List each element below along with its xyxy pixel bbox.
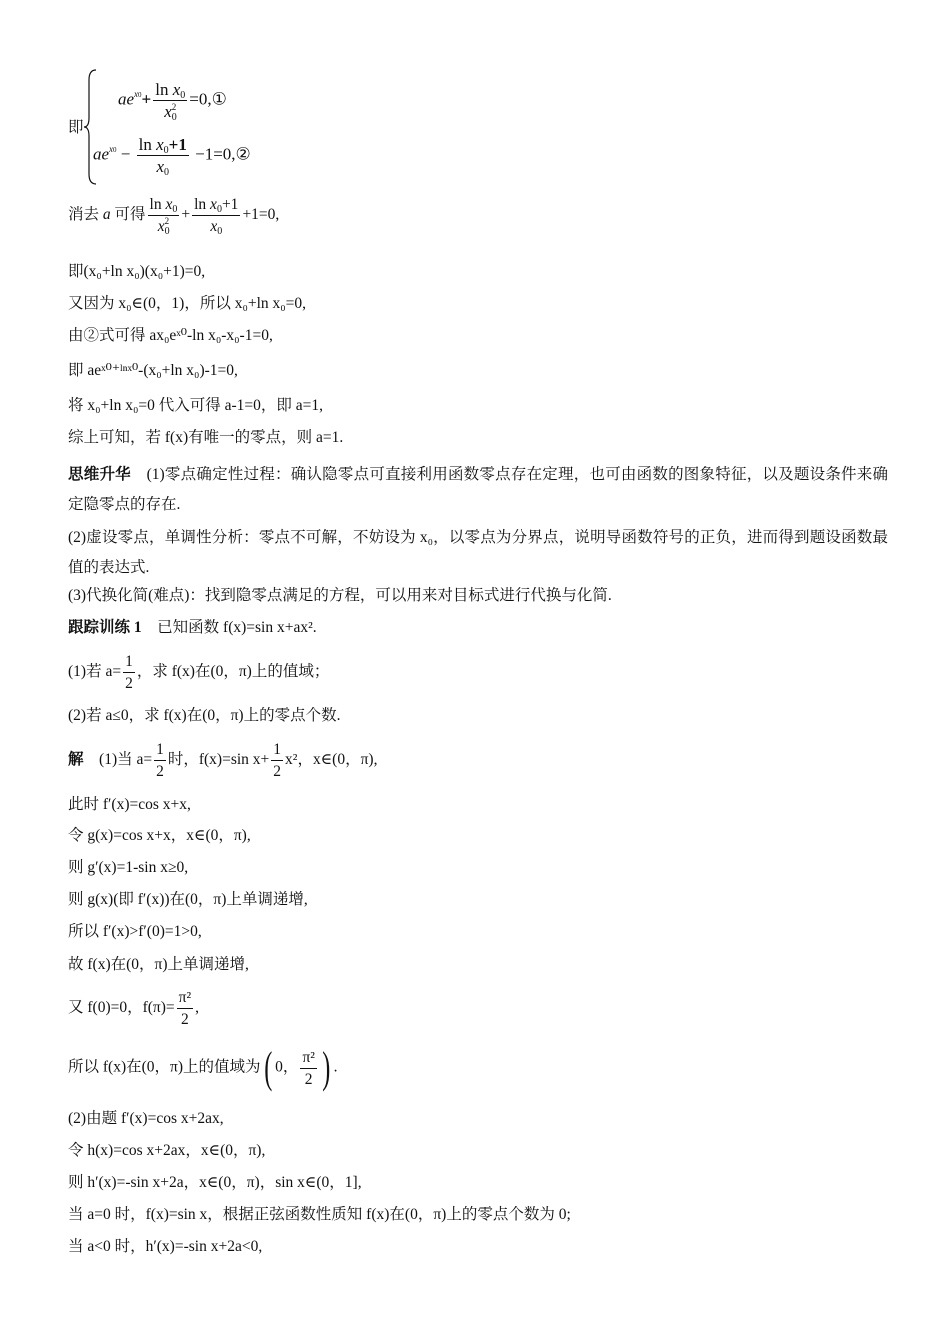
exercise-stem: 跟踪训练 1 已知函数 f(x)=sin x+ax².: [68, 619, 317, 636]
summary-p3: (3)代换化简(难点)：找到隐零点满足的方程，可以用来对目标式进行代换与化简.: [68, 587, 612, 604]
fraction: $\frac{\ln x_0}{x_0^2}$: [155, 80, 186, 123]
right-paren-icon: ): [322, 1043, 331, 1092]
exercise-q1: (1)若 a= $\frac{1}{2}$ ，求 f(x)在(0，π)上的值域；: [68, 653, 330, 692]
solution-line: 则 g′(x)=1-sin x≥0,: [68, 859, 189, 876]
eliminate-line: 消去 a 可得 $\frac{\ln x_0}{x_0^2}$ + $\frac{\ln x_0+1}{x_0}$ +1=0,: [68, 196, 280, 237]
exercise-title: 跟踪训练 1: [68, 619, 142, 636]
text-line: 即 aeˣ⁰⁺ˡⁿˣ⁰-(x₀+ln x₀)-1=0,: [68, 362, 238, 379]
solution-label: 解: [68, 751, 84, 769]
solution-line: 此时 f′(x)=cos x+x,: [68, 796, 191, 813]
solution-line: 令 g(x)=cos x+x，x∈(0，π),: [68, 827, 251, 844]
exercise-q2: (2)若 a≤0，求 f(x)在(0，π)上的零点个数.: [68, 707, 341, 724]
ji-label: 即: [68, 119, 84, 136]
solution-s9: 所以 f(x)在(0，π)上的值域为( 0， $\frac{\text{π²}}{2}$ ) .: [68, 1043, 338, 1092]
summary-p2: (2)虚设零点，单调性分析：零点不可解，不妨设为 x₀，以零点为分界点，说明导函数符号的正负，进而得到题设函数最值的表达式.: [68, 529, 888, 576]
solution-s8: 又 f(0)=0，f(π)= $\frac{\text{π²}}{2}$ ,: [68, 989, 200, 1028]
solution-line: 当 a=0 时，f(x)=sin x，根据正弦函数性质知 f(x)在(0，π)上的零点个数为 0;: [68, 1206, 571, 1223]
fraction: $\frac{\ln x_0+1}{x_0}$: [138, 135, 187, 178]
solution-line: 令 h(x)=cos x+2ax，x∈(0，π),: [68, 1142, 266, 1159]
solution-line: 则 h′(x)=-sin x+2a，x∈(0，π)，sin x∈(0，1],: [68, 1174, 362, 1191]
text-line: 将 x₀+ln x₀=0 代入可得 a-1=0，即 a=1,: [68, 397, 324, 414]
text-line: 又因为 x₀∈(0，1)，所以 x₀+ln x₀=0,: [68, 295, 307, 312]
solution-line: 故 f(x)在(0，π)上单调递增,: [68, 956, 249, 973]
solution-s1: 解 (1)当 a= $\frac{1}{2}$ 时，f(x)=sin x+ $\frac{1}{2}$ x²，x∈(0，π),: [68, 741, 378, 780]
solution-line: 则 g(x)(即 f′(x))在(0，π)上单调递增,: [68, 891, 308, 908]
left-paren-icon: (: [263, 1043, 272, 1092]
summary-title: 思维升华: [68, 466, 131, 483]
text-line: 即(x₀+ln x₀)(x₀+1)=0,: [68, 263, 206, 280]
solution-line: 当 a<0 时，h′(x)=-sin x+2a<0,: [68, 1238, 263, 1255]
text-line: 综上可知，若 f(x)有唯一的零点，则 a=1.: [68, 429, 344, 446]
summary-p1: 思维升华 (1)零点确定性过程：确认隐零点可直接利用函数零点存在定理，也可由函数的图象特征，以及题设条件来确定隐零点的存在.: [68, 466, 888, 513]
solution-line: 所以 f′(x)>f′(0)=1>0,: [68, 923, 202, 940]
equation-1: $ae^{x0}+$ $\frac{\ln x_0}{x_0^2}$ =0,①: [118, 80, 227, 123]
text-line: 由②式可得 ax₀eˣ⁰-ln x₀-x₀-1=0,: [68, 327, 273, 344]
solution-line: (2)由题 f′(x)=cos x+2ax,: [68, 1110, 224, 1127]
equation-2: $ae^{x0}$ − $\frac{\ln x_0+1}{x_0}$ −1=0,②: [93, 135, 251, 178]
